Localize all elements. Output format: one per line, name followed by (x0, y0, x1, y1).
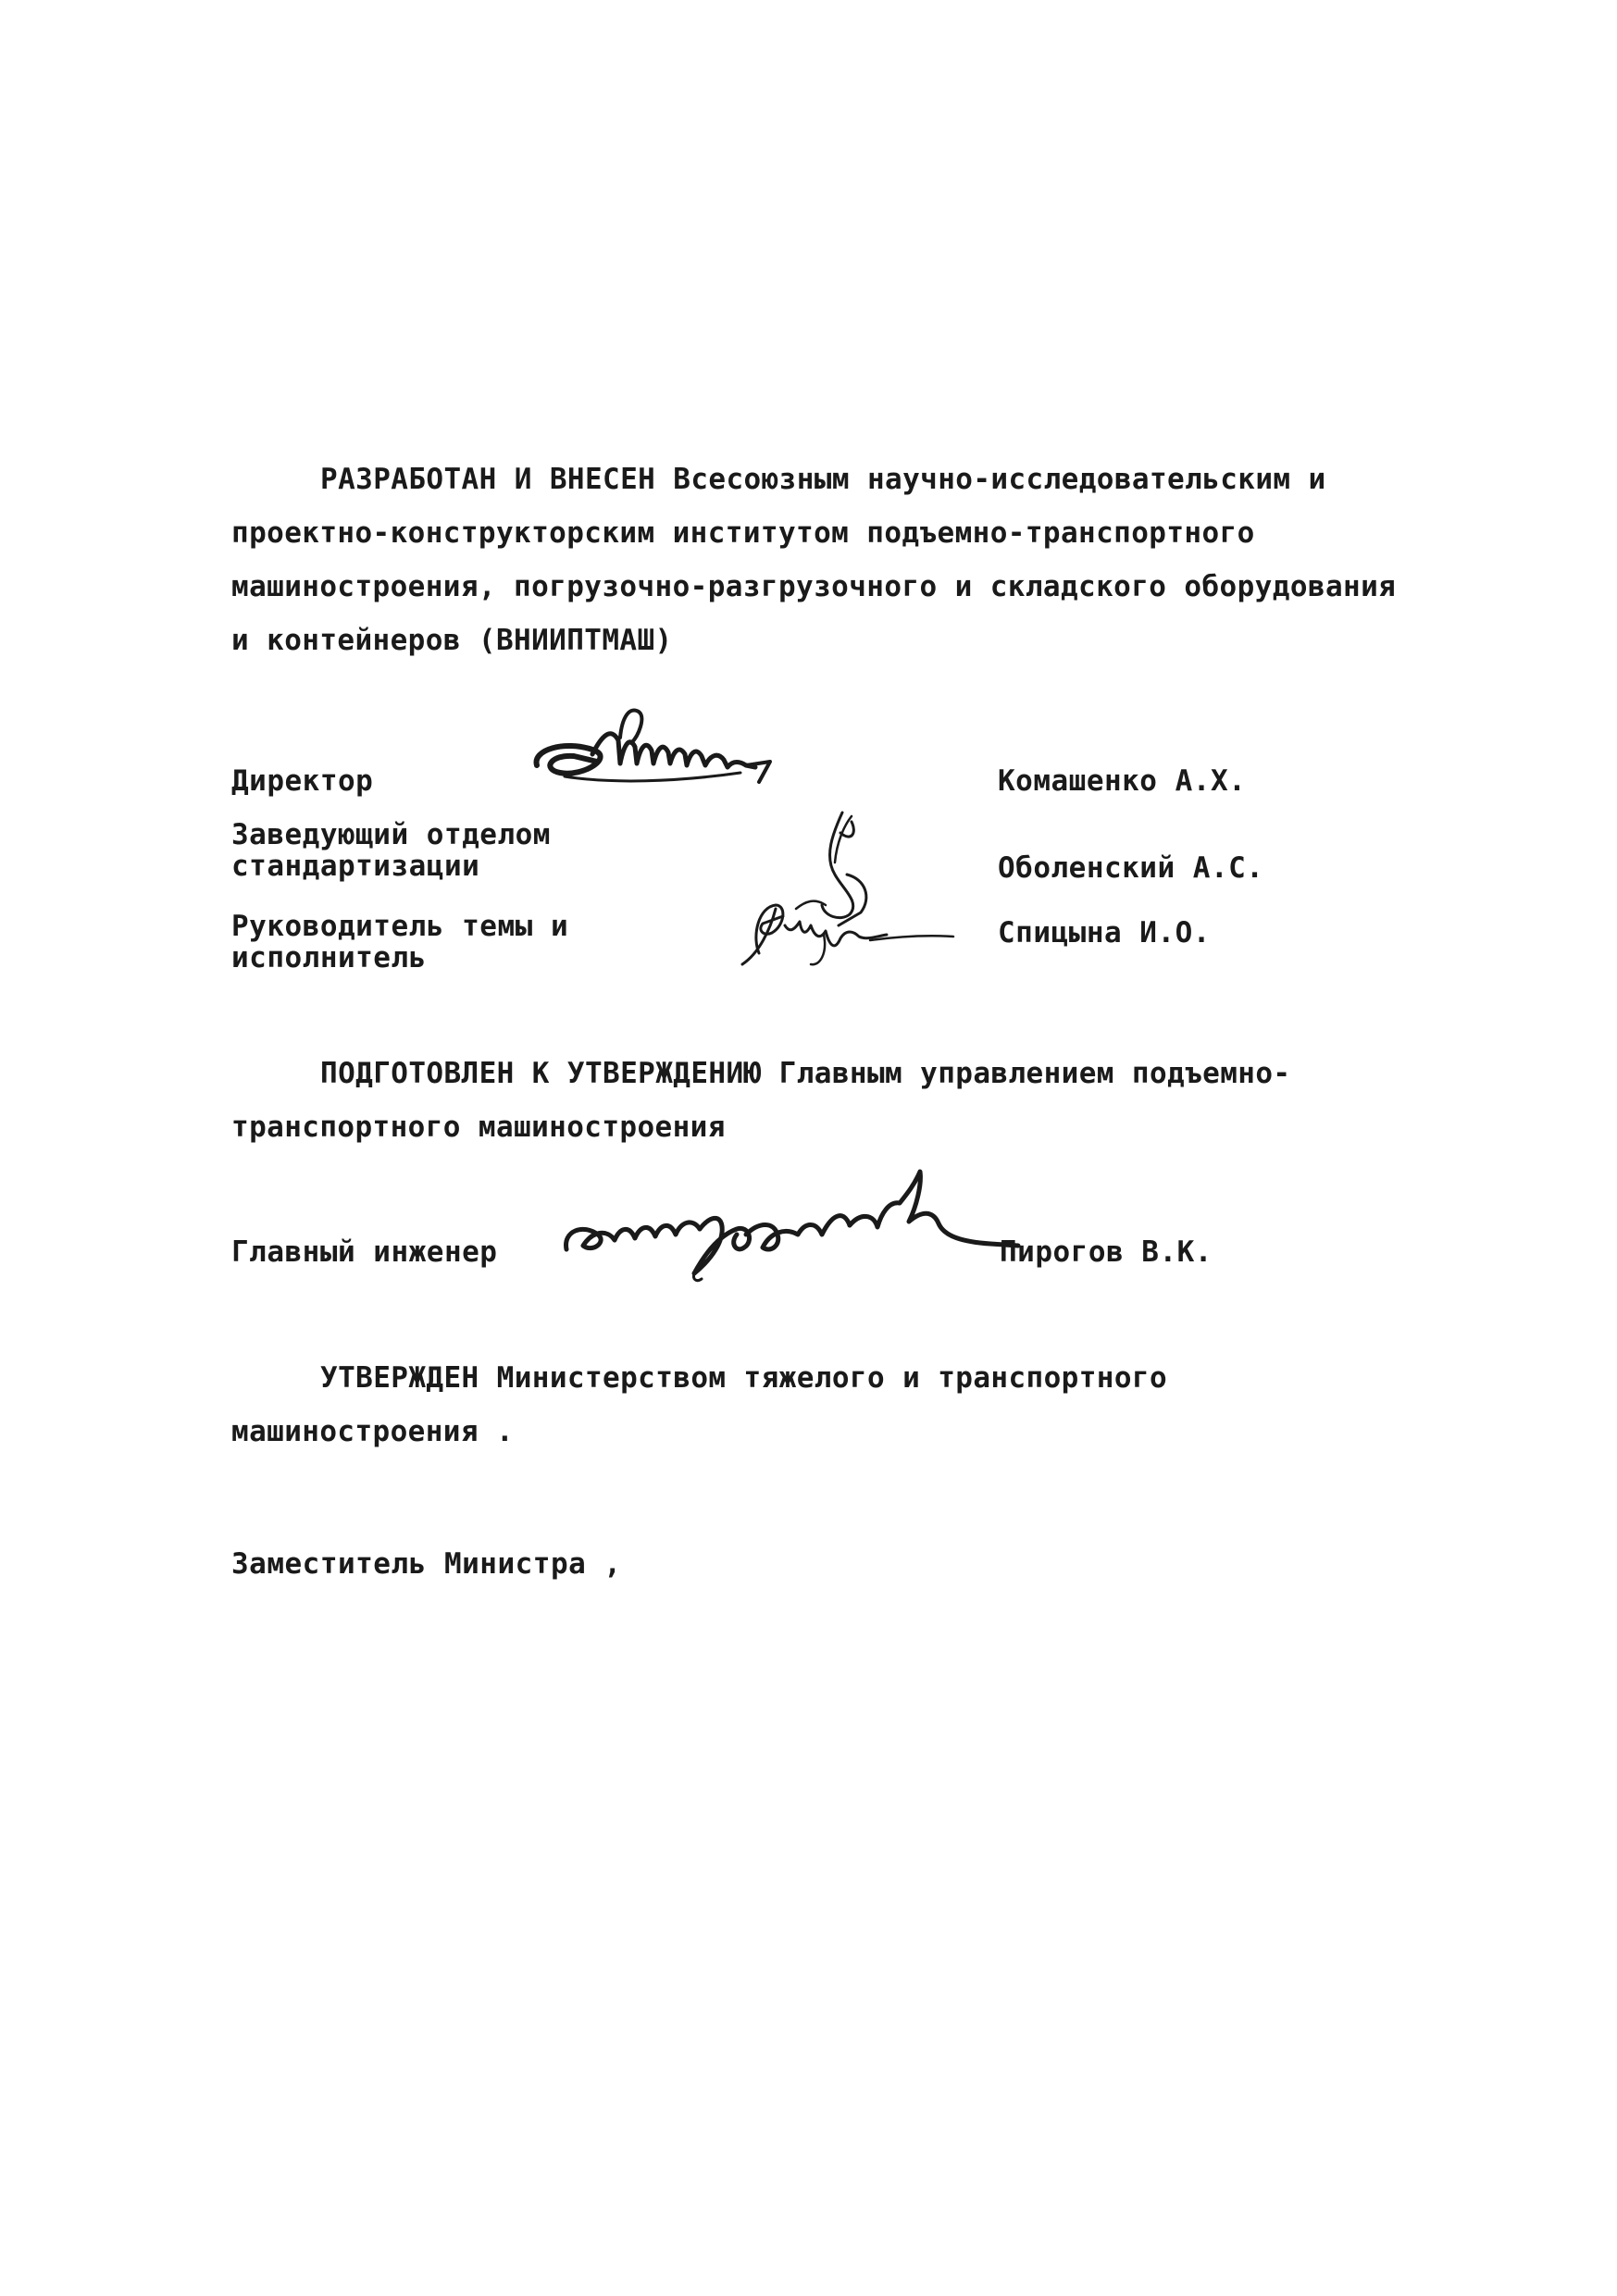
chief-engineer-role: Главный инженер (231, 1235, 498, 1269)
topic-leader-signature (731, 888, 963, 972)
prepared-paragraph: ПОДГОТОВЛЕН К УТВЕРЖДЕНИЮ Главным управлением подъемно-транспортного машиностроения (231, 1057, 1291, 1144)
topic-leader-role: Руководитель темы и исполнитель (231, 910, 569, 974)
director-role: Директор (231, 764, 374, 798)
chief-engineer-name: Пирогов В.К. (1000, 1235, 1213, 1269)
director-signature (528, 699, 824, 800)
developed-paragraph: РАЗРАБОТАН И ВНЕСЕН Всесоюзным научно-исследовательским и проектно-конструкторским институтом подъемно-транспортного машиностроения, погрузочно-разгрузочного и складского оборудования и контейнеров (ВНИИПТМАШ) (231, 463, 1397, 657)
chief-engineer-signature (555, 1157, 1027, 1286)
director-name: Комашенко А.Х. (998, 764, 1247, 798)
standardization-head-name: Оболенский А.С. (998, 851, 1264, 885)
deputy-minister-role: Заместитель Министра , (231, 1547, 622, 1581)
approved-paragraph: УТВЕРЖДЕН Министерством тяжелого и транспортного машиностроения . (231, 1361, 1168, 1448)
standardization-head-role: Заведующий отделом стандартизации (231, 818, 551, 883)
topic-leader-name: Спицына И.О. (998, 916, 1211, 949)
